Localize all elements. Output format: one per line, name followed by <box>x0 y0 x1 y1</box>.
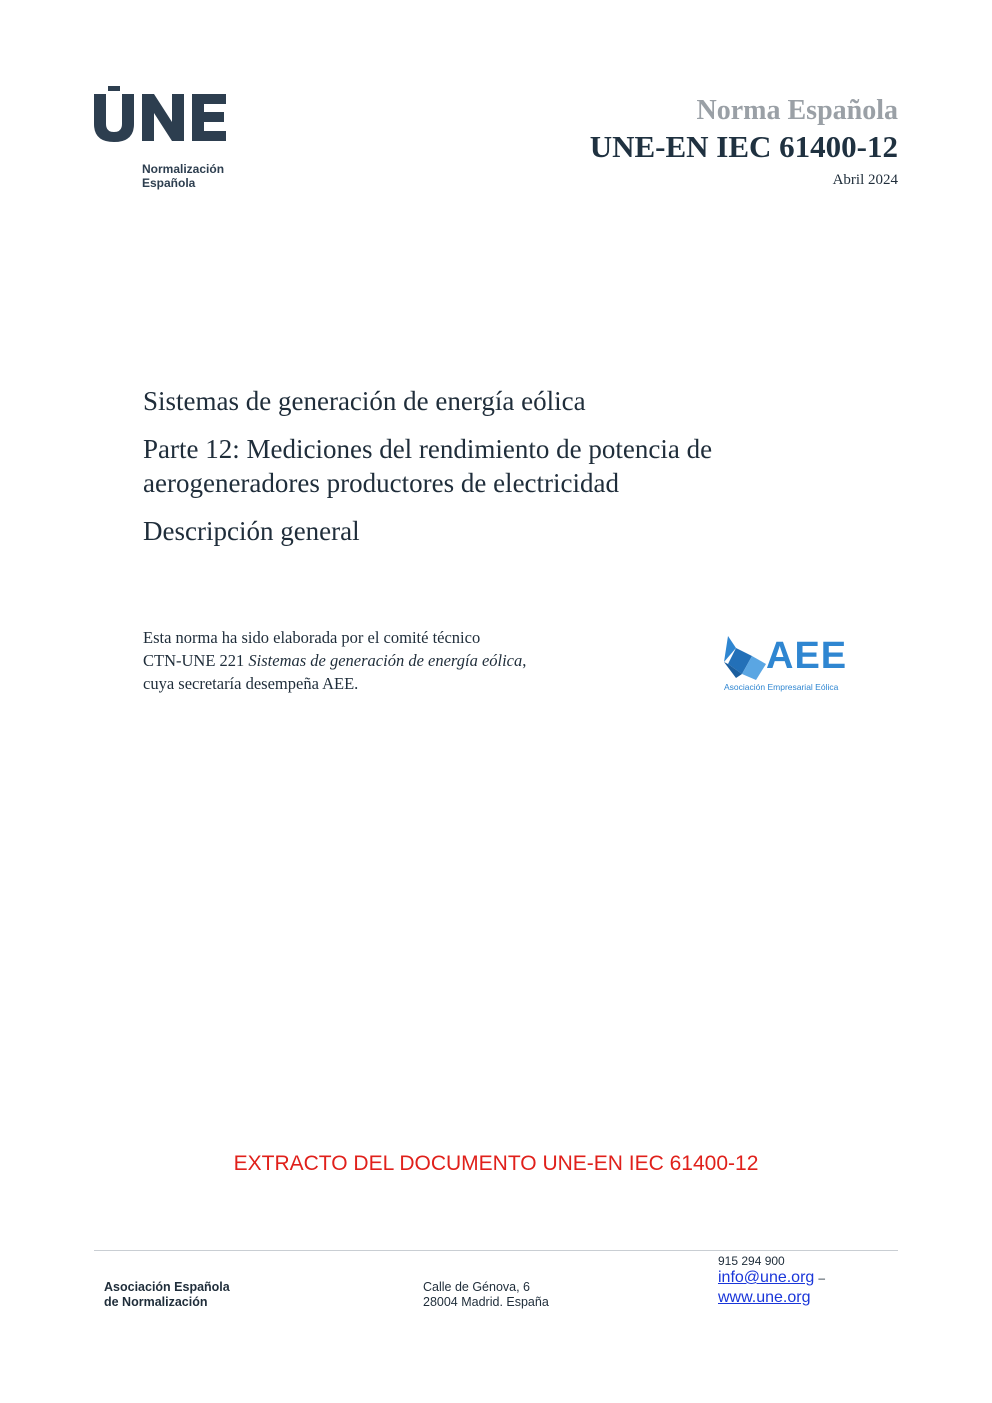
committee-name: Sistemas de generación de energía eólica <box>248 651 523 670</box>
une-logo-icon <box>92 86 232 144</box>
title-line-1: Sistemas de generación de energía eólica <box>143 386 586 416</box>
footer-org-line-1: Asociación Española <box>104 1280 230 1294</box>
committee-code: CTN-UNE 221 <box>143 651 249 670</box>
footer-email-row <box>718 1268 825 1288</box>
title-part-block <box>143 432 863 500</box>
footer-address <box>423 1280 549 1310</box>
une-logo <box>92 86 242 144</box>
footer-separator: – <box>818 1271 825 1285</box>
footer-org-line-2: de Normalización <box>104 1295 208 1309</box>
aee-logo <box>722 632 862 696</box>
document-header <box>590 94 898 189</box>
committee-line-1: Esta norma ha sido elaborada por el comité técnico <box>143 628 481 647</box>
committee-statement <box>143 626 663 695</box>
aee-logo-text: AEE <box>766 635 848 677</box>
norma-label: Norma Española <box>696 95 898 126</box>
footer-email-link[interactable]: info@une.org <box>718 1269 815 1286</box>
une-logo-subtitle-line1: Normalización <box>142 162 225 176</box>
footer-website-row <box>718 1288 825 1308</box>
footer-address-line-2: 28004 Madrid. España <box>423 1295 549 1309</box>
footer-phone: 915 294 900 <box>718 1254 785 1268</box>
committee-line-3: cuya secretaría desempeña AEE. <box>143 674 359 693</box>
document-titles <box>143 384 863 562</box>
committee-line-2 <box>143 649 663 672</box>
footer-contact <box>718 1254 825 1308</box>
publication-date: Abril 2024 <box>832 172 898 188</box>
footer-website-link[interactable]: www.une.org <box>718 1289 811 1306</box>
footer-address-line-1: Calle de Génova, 6 <box>423 1280 531 1294</box>
aee-logo-subtitle: Asociación Empresarial Eólica <box>724 682 839 692</box>
footer-organization <box>104 1280 230 1310</box>
footer-divider <box>94 1250 898 1251</box>
extract-notice: EXTRACTO DEL DOCUMENTO UNE-EN IEC 61400-12 <box>233 1152 759 1175</box>
aee-wind-icon <box>722 634 768 682</box>
une-logo-subtitle-line2: Española <box>142 176 196 190</box>
title-line-2b: aerogeneradores productores de electricidad <box>143 468 619 498</box>
une-logo-subtitle <box>142 162 224 190</box>
title-line-3: Descripción general <box>143 516 360 546</box>
title-line-2a: Parte 12: Mediciones del rendimiento de potencia de <box>143 434 713 464</box>
committee-line-2-suffix: , <box>522 651 527 670</box>
norma-code: UNE-EN IEC 61400-12 <box>589 129 898 164</box>
